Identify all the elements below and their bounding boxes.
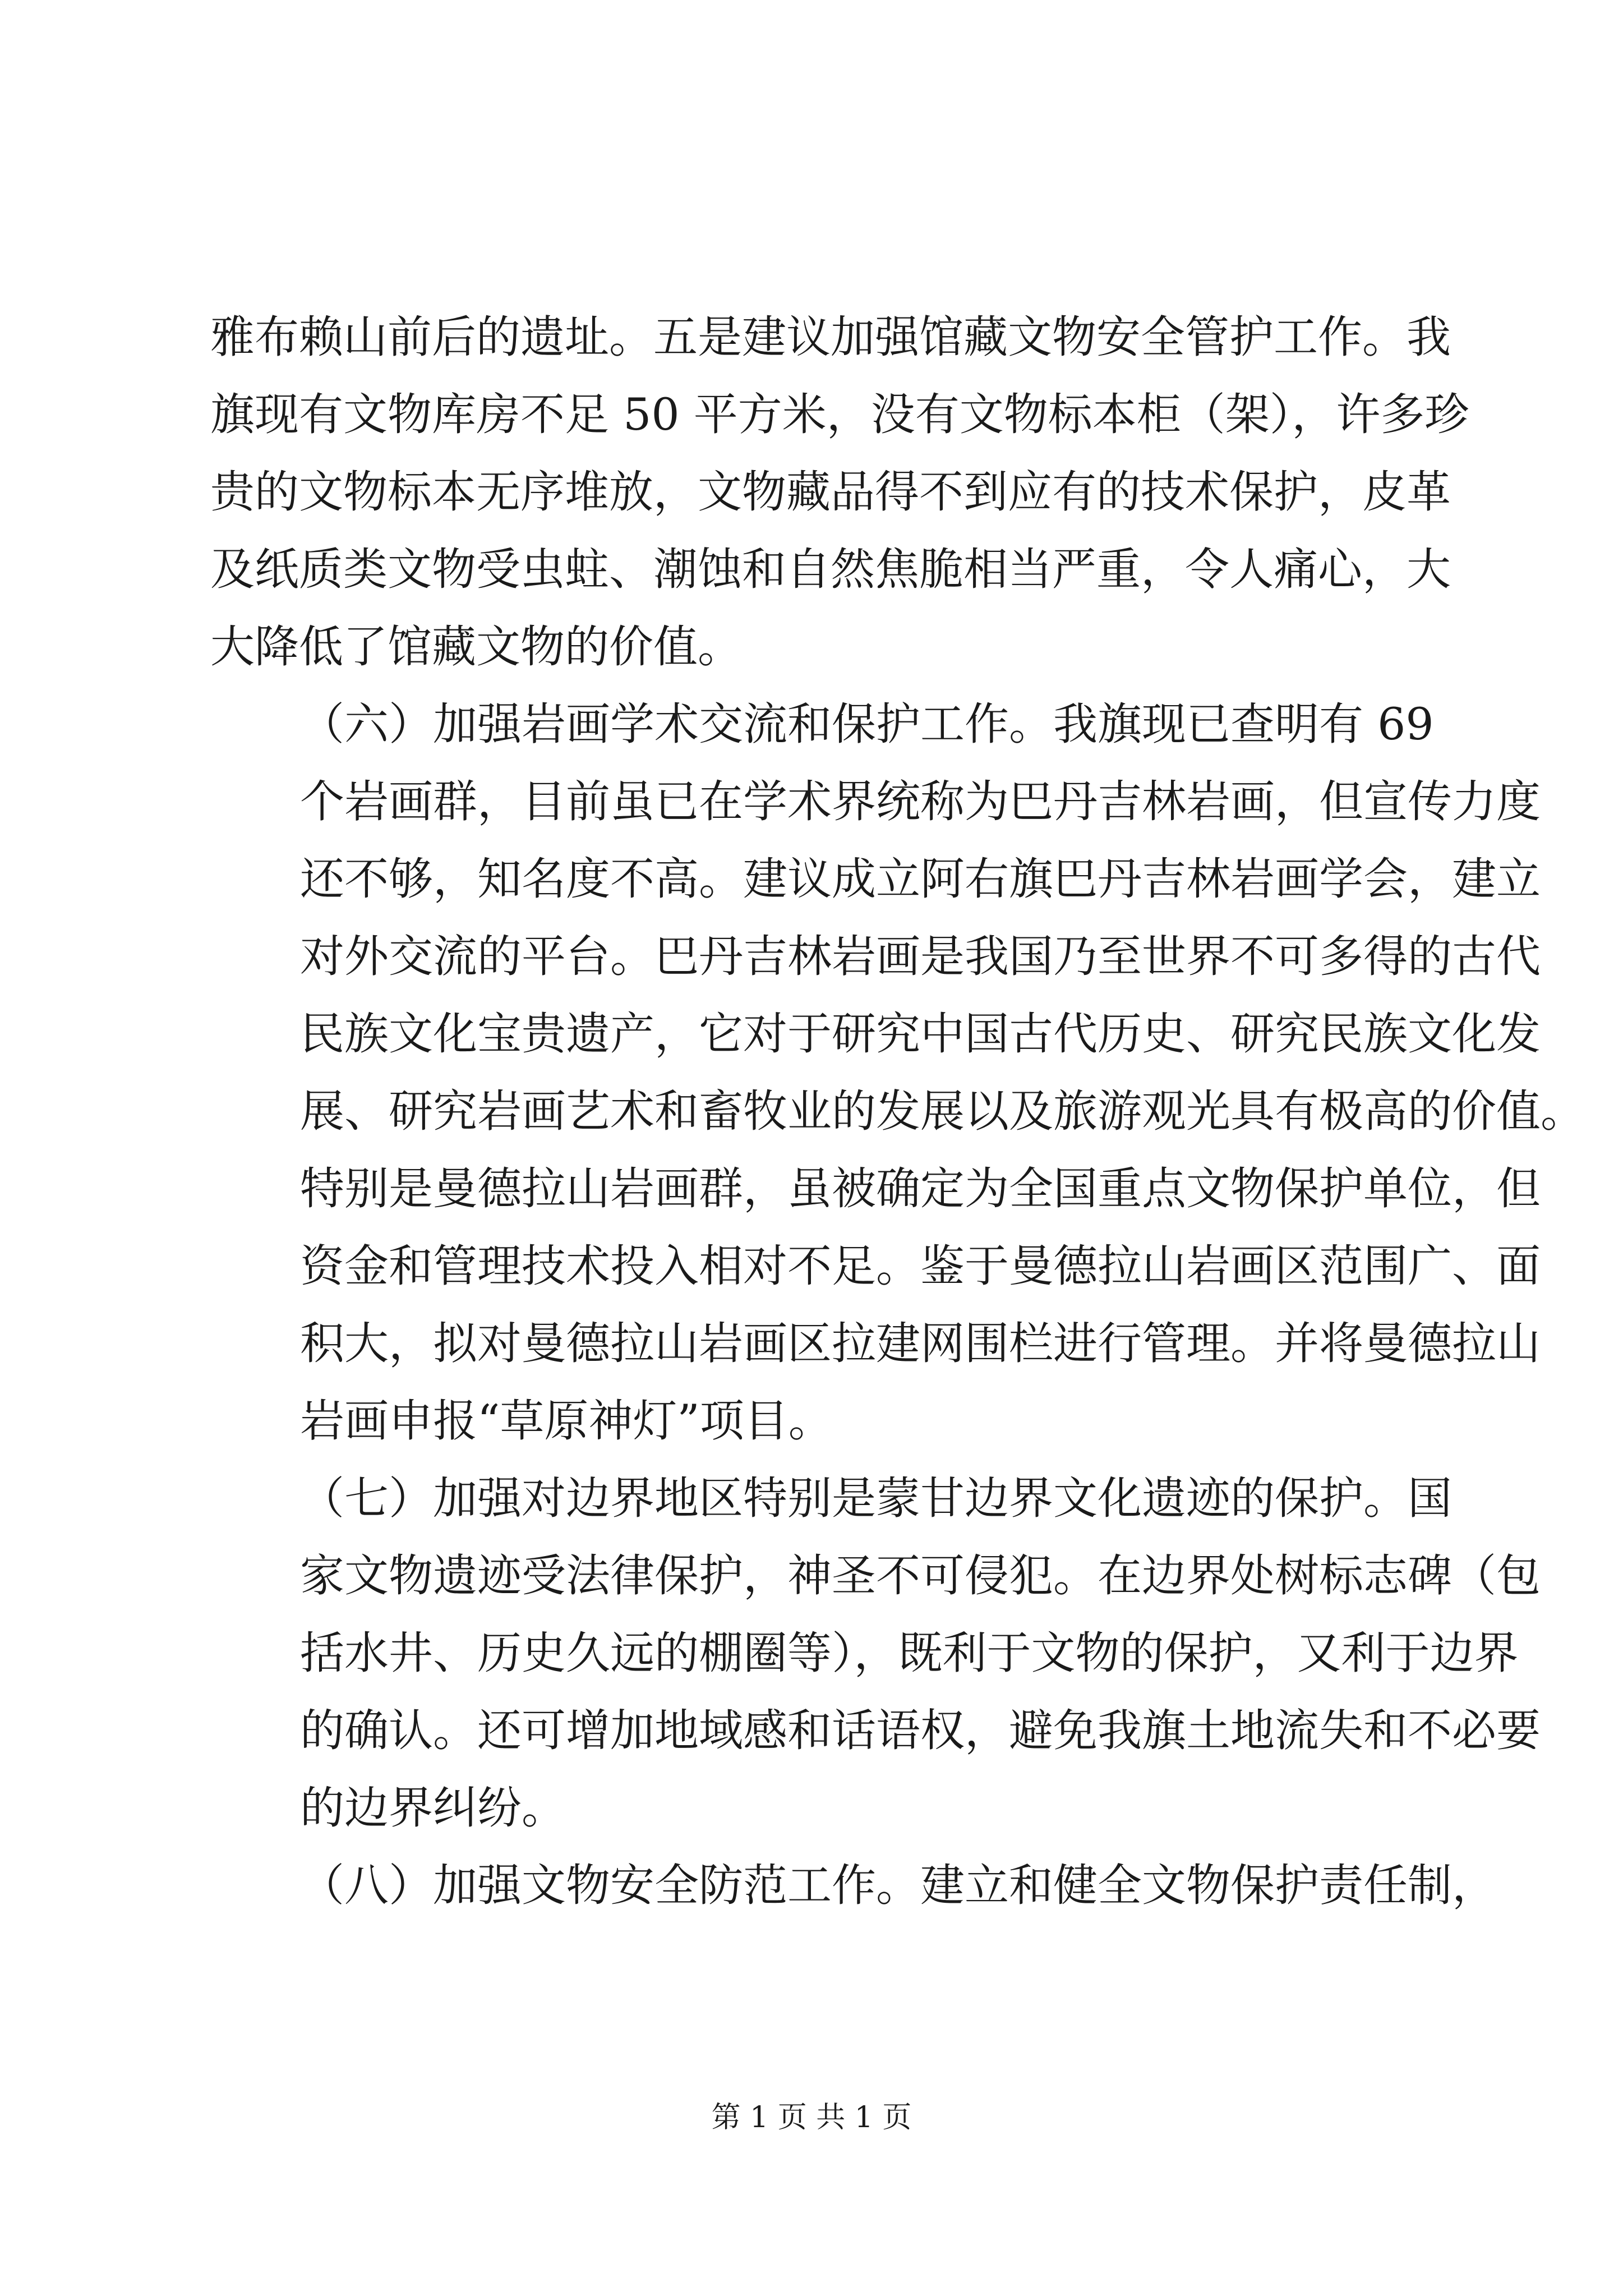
text-line: 贵的文物标本无序堆放，文物藏品得不到应有的技术保护，皮革 [210,466,1451,518]
text-line: 对外交流的平台。巴丹吉林岩画是我国乃至世界不可多得的古代 [300,931,1541,982]
document-body [210,298,1585,1924]
paragraph [210,1460,1541,1847]
text-line: （七）加强对边界地区特别是蒙甘边界文化遗迹的保护。国 [300,1473,1452,1524]
text-line: 积大，拟对曼德拉山岩画区拉建网围栏进行管理。并将曼德拉山 [300,1318,1541,1369]
paragraph [210,1847,1496,1924]
text-line: （八）加强文物安全防范工作。建立和健全文物保护责任制， [300,1860,1496,1911]
text-line: 民族文化宝贵遗产，它对于研究中国古代历史、研究民族文化发 [300,1008,1541,1060]
text-line: 家文物遗迹受法律保护，神圣不可侵犯。在边界处树标志碑（包 [300,1550,1541,1602]
text-line: 个岩画群，目前虽已在学术界统称为巴丹吉林岩画，但宣传力度 [300,776,1541,827]
text-line: 旗现有文物库房不足 50 平方米，没有文物标本柜（架），许多珍 [210,389,1469,440]
page-footer: 第 1 页 共 1 页 [711,2101,912,2134]
text-line: 展、研究岩画艺术和畜牧业的发展以及旅游观光具有极高的价值。 [300,1085,1585,1137]
text-line: 特别是曼德拉山岩画群，虽被确定为全国重点文物保护单位，但 [300,1163,1541,1214]
text-line: 雅布赖山前后的遗址。五是建议加强馆藏文物安全管护工作。我 [210,311,1451,363]
text-line: 岩画申报“草原神灯”项目。 [300,1395,833,1447]
text-line: 及纸质类文物受虫蛀、潮蚀和自然焦脆相当严重，令人痛心，大 [210,544,1451,595]
text-line: 的边界纠纷。 [300,1782,566,1834]
text-line: 大降低了馆藏文物的价值。 [210,621,742,673]
text-line: 的确认。还可增加地域感和话语权，避免我旗土地流失和不必要 [300,1705,1541,1756]
paragraph [210,685,1585,1460]
text-line: 括水井、历史久远的棚圈等），既利于文物的保护，又利于边界 [300,1627,1519,1679]
text-line: 还不够，知名度不高。建议成立阿右旗巴丹吉林岩画学会，建立 [300,853,1541,905]
paragraph [210,298,1469,685]
text-line: （六）加强岩画学术交流和保护工作。我旗现已查明有 69 [300,698,1434,750]
text-line: 资金和管理技术投入相对不足。鉴于曼德拉山岩画区范围广、面 [300,1240,1541,1292]
